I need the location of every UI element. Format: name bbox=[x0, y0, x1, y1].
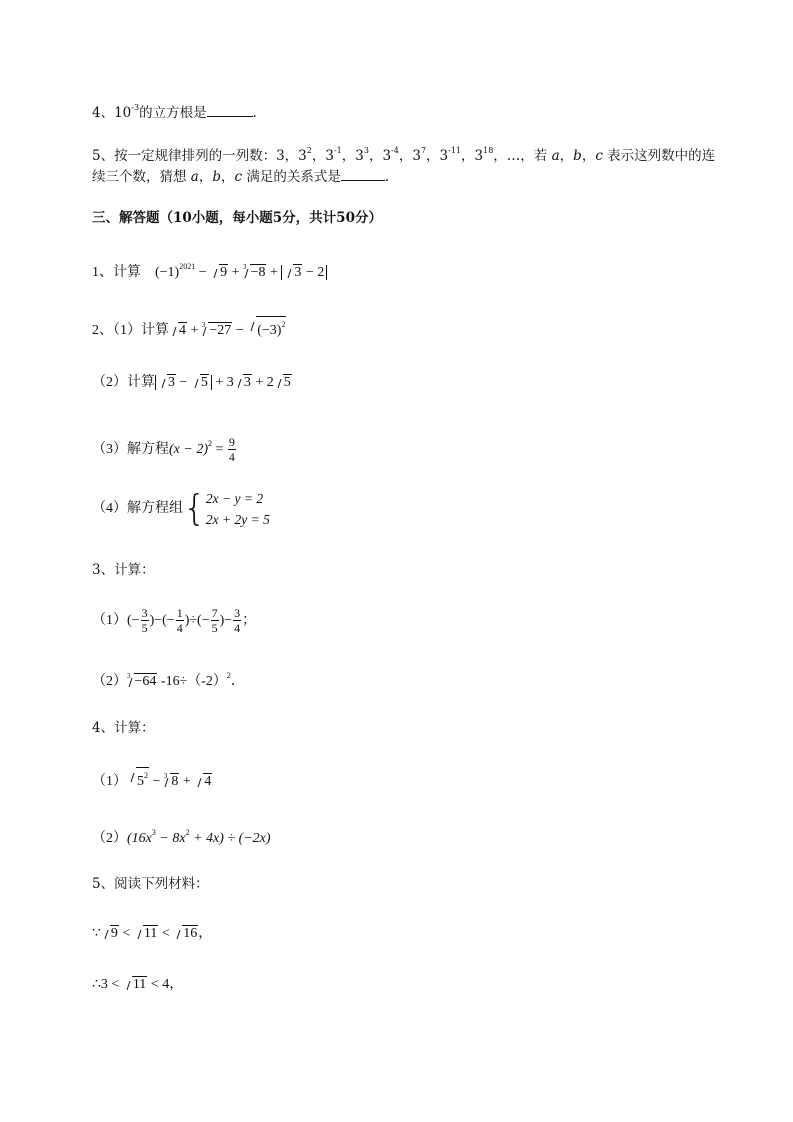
q5-var-c-2: c bbox=[234, 169, 243, 185]
q4-suffix: 的立方根是 bbox=[139, 105, 207, 121]
p3a-op-1: )−(− bbox=[149, 613, 175, 628]
problem-4-label: 4、计算： bbox=[92, 720, 155, 736]
q5-answer-blank[interactable] bbox=[341, 167, 385, 181]
p1-radicand-2: −8 bbox=[250, 265, 266, 280]
q5-comma-4: ， bbox=[221, 169, 235, 185]
q5-var-a: a bbox=[551, 148, 560, 164]
p1-sqrt-3 bbox=[285, 263, 302, 283]
section-title: 三、解答题（10小题，每小题5分，共计50分） bbox=[92, 210, 382, 226]
problem-5-label: 5、阅读下列材料： bbox=[92, 876, 209, 892]
p5-sqrt-11 bbox=[135, 924, 158, 944]
question-5-line-1 bbox=[92, 141, 715, 166]
p2a-radicand-3: (−3) bbox=[257, 323, 282, 338]
p2a-radicand-1: 4 bbox=[179, 323, 186, 338]
p2a-minus: − bbox=[232, 323, 248, 338]
p2b-sqrt-5b bbox=[275, 373, 292, 393]
q5-exp-3: 3 bbox=[363, 146, 369, 155]
p1-abs bbox=[281, 265, 327, 280]
p2c-lhs: (x − 2) bbox=[169, 442, 208, 457]
p3b-root-index: 3 bbox=[127, 672, 131, 680]
p5-radicand-3: 16 bbox=[183, 926, 198, 941]
p2b-radicand-3: 3 bbox=[243, 375, 251, 390]
p5-end-2: ， bbox=[169, 977, 184, 992]
problem-3-label: 3、计算： bbox=[92, 562, 155, 578]
q5-text-a: 5、按一定规律排列的一列数：3，3 bbox=[92, 148, 307, 164]
p4a-sqrt-5sq bbox=[128, 767, 149, 792]
p2a-plus: + bbox=[187, 323, 202, 338]
p4b-exp-2: 2 bbox=[185, 828, 190, 837]
p4a-root-index: 3 bbox=[163, 772, 168, 780]
q5-text-e: 满足的关系式是 bbox=[242, 169, 341, 185]
p2c-exp: 2 bbox=[208, 439, 212, 448]
p1-radicand-3: 3 bbox=[294, 265, 302, 280]
p1-exp: 2021 bbox=[179, 262, 196, 271]
p5-radicand-1: 9 bbox=[110, 926, 118, 941]
p2d-system bbox=[206, 488, 270, 530]
problem-5-line-1 bbox=[92, 924, 212, 944]
p3a-frac-2 bbox=[176, 606, 184, 635]
question-4 bbox=[92, 98, 266, 123]
p4b-label: （2） bbox=[92, 831, 127, 846]
p3b-end: ． bbox=[230, 674, 245, 689]
p3a-den-4: 4 bbox=[234, 621, 241, 636]
p4a-radicand-1-wrap bbox=[136, 767, 149, 790]
p1-label: 1、计算 bbox=[92, 265, 141, 280]
q5-text-c: 表示这列数中的连 bbox=[602, 148, 716, 164]
q5-text-b: ，…，若 bbox=[493, 148, 552, 164]
p3b-rest: -16÷（-2） bbox=[157, 674, 227, 689]
problem-2-part-1 bbox=[92, 316, 286, 342]
p5-rest: < 4 bbox=[147, 977, 170, 992]
q5-exp-6: -11 bbox=[448, 146, 462, 155]
p2b-radicand-2: 5 bbox=[200, 375, 208, 390]
p3a-open: (− bbox=[127, 613, 140, 628]
p2d-equation-2: 2x + 2y = 5 bbox=[205, 512, 270, 527]
p3a-frac-3 bbox=[211, 606, 219, 635]
q5-exp-1: 2 bbox=[306, 146, 312, 155]
p5-therefore: ∴3 < bbox=[92, 977, 123, 992]
p5-radicand-2: 11 bbox=[143, 926, 158, 941]
p3a-den-2: 4 bbox=[176, 621, 183, 636]
q5-var-a-2: a bbox=[190, 169, 199, 185]
p5-sqrt-9 bbox=[102, 924, 119, 944]
p2b-sqrt-5 bbox=[192, 373, 209, 393]
problem-1 bbox=[92, 257, 327, 284]
problem-4-part-2 bbox=[92, 823, 271, 849]
p1-minus-2: − 2 bbox=[302, 265, 325, 280]
p2c-denominator: 4 bbox=[228, 450, 235, 465]
p5-sqrt-11b bbox=[124, 975, 147, 995]
p2d-label: （4）解方程组 bbox=[92, 501, 183, 517]
q5-comma-3: ， bbox=[198, 169, 213, 185]
p2b-sqrt-3b bbox=[235, 373, 252, 393]
p2b-label: （2）计算 bbox=[92, 375, 155, 390]
q4-answer-blank[interactable] bbox=[207, 103, 253, 117]
p3a-end: ； bbox=[242, 613, 257, 628]
p4a-sqrt-4 bbox=[195, 772, 212, 792]
q5-comma-1: ， bbox=[559, 148, 574, 164]
p4b-expr-1: (16x bbox=[127, 831, 152, 846]
p1-radicand-1: 9 bbox=[220, 265, 228, 280]
q5-var-b-2: b bbox=[212, 169, 222, 185]
p3b-cbrt-neg64 bbox=[126, 672, 158, 692]
q5-sep-2: ，3 bbox=[341, 148, 364, 164]
p2c-equals: = bbox=[212, 442, 227, 457]
p4a-radicand-3: 4 bbox=[204, 774, 212, 789]
q5-sep-1: ，3 bbox=[311, 148, 334, 164]
p3a-num-3: 7 bbox=[211, 606, 218, 621]
p4a-radicand-1: 5 bbox=[137, 774, 144, 789]
p5-end-1: ， bbox=[198, 926, 213, 941]
p4a-exp: 2 bbox=[144, 771, 148, 780]
p3a-den-1: 5 bbox=[141, 621, 148, 636]
p3b-radicand: −64 bbox=[134, 674, 157, 689]
problem-2-part-4 bbox=[92, 488, 270, 530]
p3a-frac-1 bbox=[141, 606, 149, 635]
q4-tail: ． bbox=[252, 105, 267, 121]
p3a-frac-4 bbox=[233, 606, 241, 635]
q5-sep-5: ，3 bbox=[426, 148, 449, 164]
p2b-radicand-1: 3 bbox=[168, 375, 175, 390]
p5-lt-2: < bbox=[158, 926, 174, 941]
p2a-radicand-3-wrap bbox=[256, 316, 286, 339]
p2d-equation-1: 2x − y = 2 bbox=[205, 491, 264, 506]
q5-exp-7: 18 bbox=[483, 146, 494, 155]
p2b-plus-2: + 2 bbox=[251, 375, 274, 390]
p1-plus-2: + bbox=[266, 265, 282, 280]
p3a-num-2: 1 bbox=[176, 606, 183, 621]
problem-2-part-2 bbox=[92, 373, 292, 393]
p3a-num-4: 3 bbox=[234, 606, 241, 621]
p2a-root-index: 3 bbox=[201, 321, 206, 329]
p1-minus-1: − bbox=[195, 265, 211, 280]
p2a-exp: 2 bbox=[281, 320, 286, 329]
p2a-radicand-2: −27 bbox=[209, 323, 232, 338]
p2b-plus-3: + 3 bbox=[211, 375, 234, 390]
q5-tail: ． bbox=[384, 169, 399, 185]
q5-sep-6: ，3 bbox=[461, 148, 484, 164]
problem-3-part-2 bbox=[92, 666, 245, 693]
problem-5-line-2 bbox=[92, 975, 183, 995]
problem-4-part-1 bbox=[92, 767, 212, 793]
q5-sep-4: ，3 bbox=[398, 148, 421, 164]
p2c-label: （3）解方程 bbox=[92, 442, 169, 457]
p4a-radicand-2: 8 bbox=[171, 774, 179, 789]
p1-base: (−1) bbox=[155, 265, 180, 280]
p2a-cbrt-neg27 bbox=[200, 321, 232, 341]
p2a-sqrt-square bbox=[248, 316, 286, 341]
p2b-radicand-4: 5 bbox=[283, 375, 291, 390]
p4b-expr-2: − 8x bbox=[155, 831, 186, 846]
q5-exp-5: 7 bbox=[420, 146, 427, 155]
p2b-sqrt-3 bbox=[159, 373, 176, 393]
q4-exponent: -3 bbox=[131, 103, 140, 112]
p2b-minus: − bbox=[176, 375, 191, 390]
p1-root-index: 3 bbox=[243, 263, 247, 271]
problem-2-part-3 bbox=[92, 427, 237, 467]
p3b-label: （2） bbox=[92, 674, 127, 689]
p1-plus-1: + bbox=[228, 265, 244, 280]
p4a-minus: − bbox=[149, 774, 164, 789]
p2c-fraction bbox=[228, 435, 236, 464]
p3b-exp: 2 bbox=[226, 671, 231, 680]
p4a-cbrt-8 bbox=[162, 772, 179, 792]
p3a-op-2: )÷(− bbox=[184, 613, 210, 628]
p2a-label: 2、（1）计算 bbox=[92, 323, 169, 338]
p5-lt-1: < bbox=[118, 926, 134, 941]
p3a-den-3: 5 bbox=[211, 621, 218, 636]
question-5-line-2 bbox=[92, 167, 398, 187]
q5-var-b: b bbox=[573, 148, 582, 164]
p2d-left-brace: { bbox=[183, 488, 206, 529]
p4b-expr-3: + 4x) ÷ (−2x) bbox=[189, 831, 271, 846]
p5-radicand-4: 11 bbox=[132, 977, 147, 992]
q5-exp-2: -1 bbox=[333, 146, 342, 155]
problem-3-part-1 bbox=[92, 604, 256, 638]
p4b-exp-1: 3 bbox=[151, 828, 156, 837]
p5-because: ∵ bbox=[92, 926, 101, 941]
p5-sqrt-16 bbox=[174, 924, 198, 944]
p3a-label: （1） bbox=[92, 613, 127, 628]
q4-prefix: 4、10 bbox=[92, 105, 132, 121]
q5-sep-3: ，3 bbox=[368, 148, 392, 164]
q5-var-c: c bbox=[595, 148, 603, 164]
p2a-sqrt-4 bbox=[170, 321, 187, 341]
p3a-num-1: 3 bbox=[141, 606, 148, 621]
p4a-label: （1） bbox=[92, 774, 127, 789]
q5-comma-2: ， bbox=[581, 148, 596, 164]
q5-text-d: 续三个数，猜想 bbox=[92, 169, 191, 185]
p2b-abs bbox=[155, 375, 212, 390]
p2c-numerator: 9 bbox=[228, 435, 235, 450]
p3a-op-3: )− bbox=[219, 613, 233, 628]
p4a-plus: + bbox=[179, 774, 195, 789]
p1-sqrt-9 bbox=[211, 263, 228, 283]
p1-cbrt-neg8 bbox=[242, 263, 267, 283]
q5-exp-4: -4 bbox=[391, 146, 399, 155]
